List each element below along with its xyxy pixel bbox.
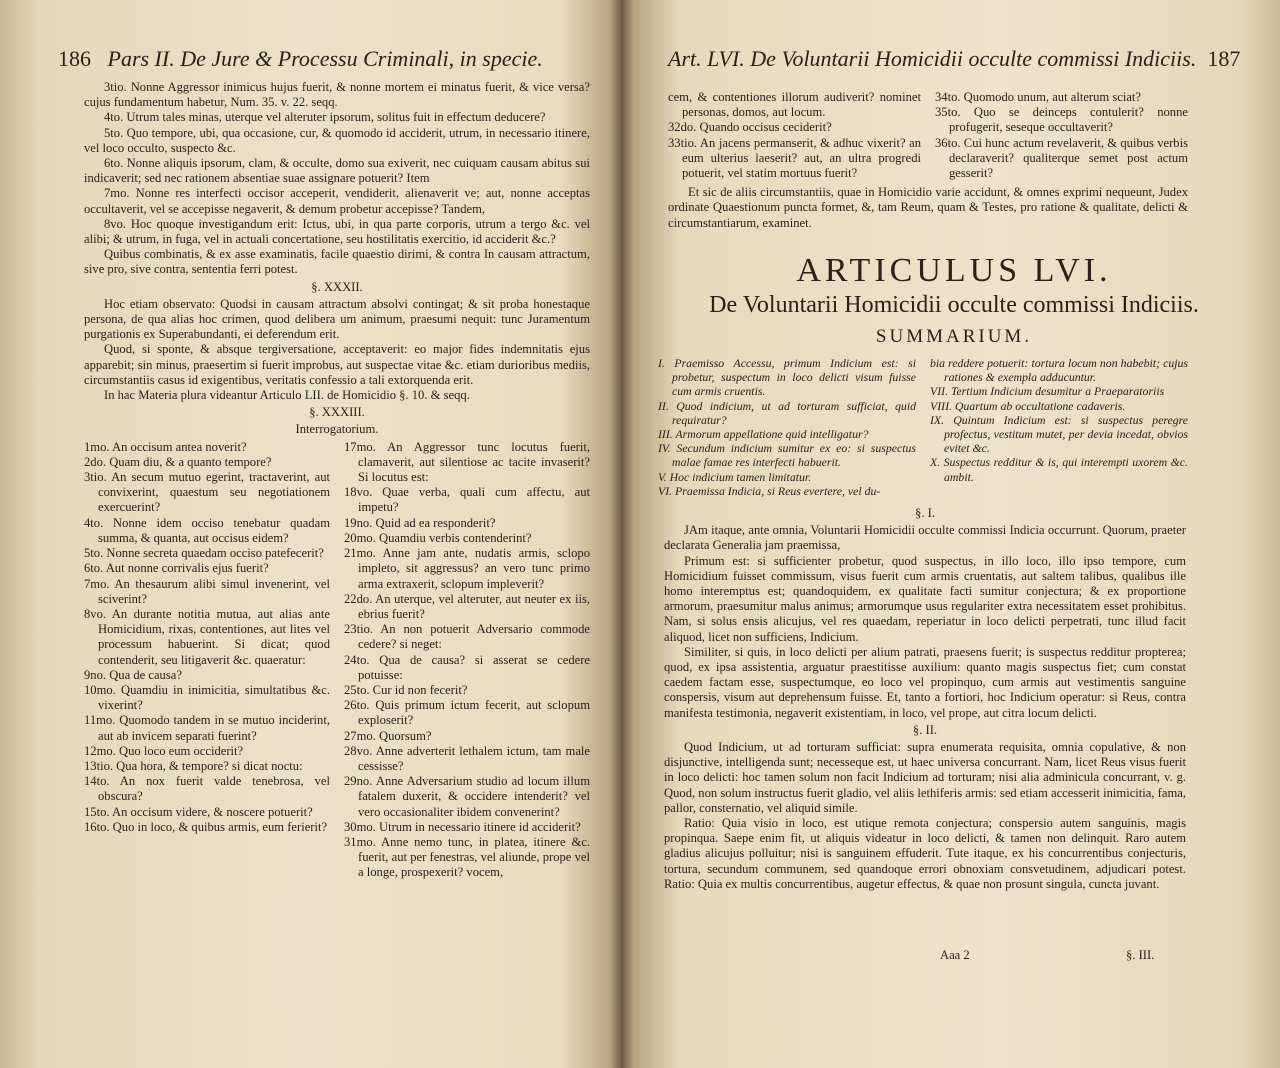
- interrogatory-continuation: [668, 90, 1188, 181]
- summary-title: SUMMARIUM.: [875, 326, 1033, 347]
- interrogatory-item: 16to. Quo in loco, & quibus armis, eum ferierit?: [84, 819, 328, 834]
- intro-paragraph: 6to. Nonne aliquis ipsorum, clam, & occulte, domo sua exiverit, nec cuiquam causam abitus sui indicaverit; sed nec rationem absentiae suae assignare potuerit? Item: [84, 156, 590, 186]
- summary-item: III. Armorum appellatione quid intelligatur?: [658, 427, 869, 442]
- summary-item: VIII. Quartum ab occultatione cadaveris.: [930, 398, 1126, 413]
- article-title: ARTICULUS LVI.: [796, 252, 1112, 289]
- interrogatory-item: 4to. Nonne idem occiso tenebatur quadam summa, & quanta, aut occisus eidem?: [84, 515, 330, 545]
- section-1-paragraph: JAm itaque, ante omnia, Voluntarii Homicidii occulte commissi Indicia occurrunt. Quorum, praeter declarata Generalia jam praemissa,: [664, 523, 1186, 553]
- interrogatory-item: 36to. Cui hunc actum revelaverit, & quibus verbis declaraverit? qualiterque semet post actum gesserit?: [935, 135, 1188, 181]
- interrogatory-item: 15to. An occisum videre, & noscere potuerit?: [84, 804, 313, 819]
- intro-paragraph: 4to. Utrum tales minas, uterque vel alteruter ipsorum, solitus fuit in effectum deducere?: [104, 110, 546, 125]
- section-1-paragraph: Primum est: si sufficienter probetur, quod suspectus, in illo loco, illo ipso tempore, cum Homicidium fuisset commissum, visus fuerit cum armis cruentatis, aut saltem talibus, qualibus ille homo interemptus est; quandoquidem, ex qualitate facti sumitur conjectura; & ex proportione armorum, praesumitur malus animus; armorumque usus regulariter extra necessitatem esset prohibitus. Nam, si solus ensis alicujus, vel res quaedam, reperiatur in loco delicti perpetrati, tunc illud facit aliquod, licet non sufficiens, Indicium.: [664, 553, 1186, 644]
- interrogatory-item: 7mo. An thesaurum alibi simul invenerint, vel sciverint?: [84, 576, 330, 606]
- closing-paragraph: Et sic de aliis circumstantiis, quae in Homicidio varie accidunt, & omnes exprimi nequeunt, Judex ordinate Quaestionum puncta formet, &, tam Reum, quam & Testes, pro ratione & qualitate, delicti & circumstantiarum, examinet.: [668, 185, 1188, 230]
- interrogatory-item: 9no. Qua de causa?: [84, 667, 182, 682]
- intro-paragraph: 7mo. Nonne res interfecti occisor acceperit, vendiderit, alienaverit ve; aut, nonne acceptas occultaverit, vel se accepisse negaverit, & demum probetur accepisse? Tandem,: [84, 186, 590, 216]
- interrogatory-item: 31mo. Anne nemo tunc, in platea, itinere &c. fuerit, aut per fenestras, vel aliunde, prope vel a longe, prospexerit? vocem,: [344, 834, 590, 880]
- section-32-paragraph: In hac Materia plura videantur Articulo LII. de Homicidio §. 10. & seqq.: [104, 388, 470, 403]
- interrogatory-item: 13tio. Qua hora, & tempore? si dicat noctu:: [84, 758, 303, 773]
- summary-item: IV. Secundum indicium sumitur ex eo: si suspectus malae famae res interfecti habuerit.: [658, 441, 916, 470]
- interrogatory-item: 1mo. An occisum antea noverit?: [84, 439, 247, 454]
- interrogatory-item: 20mo. Quamdiu verbis contenderint?: [344, 530, 532, 545]
- interrogatory-item: 11mo. Quomodo tandem in se mutuo inciderint, aut ab invicem separati fuerint?: [84, 713, 330, 743]
- right-running-head: [668, 46, 1240, 72]
- interrogatory-item: 22do. An uterque, vel alteruter, aut neuter ex iis, ebrius fuerit?: [344, 591, 590, 621]
- interrogatory-item: 26to. Quis primum ictum fecerit, aut sclopum exploserit?: [344, 698, 590, 728]
- summary-block: [658, 356, 1188, 498]
- interrogatory-item: 12mo. Quo loco eum occiderit?: [84, 743, 244, 758]
- interrogatory-item: 21mo. Anne jam ante, nudatis armis, sclopo impleto, sit aggressus? an vero tunc primo arma extraxerit, sclopum impleverit?: [344, 546, 590, 591]
- interrogatory-item: 6to. Aut nonne corrivalis ejus fuerit?: [84, 561, 269, 576]
- left-header-text: Pars II. De Jure & Processu Criminali, in specie.: [107, 46, 543, 71]
- section-1-title: §. I.: [915, 506, 935, 520]
- catchword: §. III.: [1126, 948, 1155, 962]
- page-number-right: 187: [1207, 46, 1241, 71]
- section-32-body: [84, 297, 590, 403]
- interrogatory-item: 29no. Anne Adversarium studio ad locum illum fatalem duxerit, & occidere intenderit? vel vero occasionaliter ibidem convenerint?: [344, 774, 590, 819]
- section-33-subtitle: Interrogatorium.: [295, 422, 379, 437]
- section-2-title: §. II.: [912, 722, 938, 737]
- section-32-paragraph: Hoc etiam observato: Quodsi in causam attractum absolvi contingat; & sit proba honestaque persona, de qua alias hoc crimen, quod delibera um animum, praesumi nequit: tunc Juramentum purgationis ex Superabundanti, ei deferendum erit.: [84, 296, 590, 342]
- left-page: [0, 0, 615, 1068]
- interrogatory-item: 17mo. An Aggressor tunc locutus fuerit, clamaverit, aut silentiose ac tacite invaserit? Si locutus est:: [344, 439, 590, 485]
- summary-item: I. Praemisso Accessu, primum Indicium est: si probetur, suspectum in loco delicti visum fuisse cum armis cruentis.: [658, 356, 916, 399]
- summary-col-2: [930, 356, 1188, 498]
- interrogatory-item: 14to. An nox fuerit valde tenebrosa, vel obscura?: [84, 774, 330, 804]
- summary-item: bia reddere potuerit: tortura locum non habebit; cujus rationes & exempla adducuntur.: [930, 356, 1188, 385]
- interrogatory-col-2: [344, 440, 590, 881]
- interrogatory-item: 27mo. Quorsum?: [344, 728, 432, 743]
- right-page: [628, 0, 1280, 1068]
- section-32-paragraph: Quod, si sponte, & absque tergiversatione, acceptaverit: eo major fides indemnitatis ejus apparebit; sin minus, praesertim si fuerit improbus, aut suspectae vitae &c. etiam durioribus mediis, circumstantiis casus id exigentibus, veritatis confessio a tali extorquenda erit.: [84, 342, 590, 387]
- interrogatory-col-3: [668, 90, 921, 181]
- interrogatory-item: 35to. Quo se deinceps contulerit? nonne profugerit, seseque occultaverit?: [935, 105, 1188, 135]
- intro-paragraph: 8vo. Hoc quoque investigandum erit: Ictus, ubi, in qua parte corporis, utrum a tergo &c. vel alibi; & utrum, in fuga, vel in actuali concertatione, seu hostilitatis exercitio, id acciderit &c.?: [84, 216, 590, 247]
- interrogatory-item: 3tio. An secum mutuo egerint, tractaverint, aut convixerint, quaestum seu negotiationem exercuerint?: [84, 470, 330, 515]
- article-subtitle: De Voluntarii Homicidii occulte commissi Indiciis.: [709, 292, 1199, 318]
- section-1-paragraph: Similiter, si quis, in loco delicti per alium patrati, praesens fuerit; is suspectus redditur propterea; quod, ex ipsa assistentia, arguatur praestitisse auxilium: quanto magis suspectus fiet; cum constat caedem factam esse, suspectumque, eo loco vel propinquo, cum armis aut vestimentis sanguine conspersis, visum aut deprehensum fuisse. Et, tanto a fortiori, hoc Indicium operatur: si Reus, contra manifesta testimonia, negaverit existentiam, in loco, vel prope, aut citra locum delicti.: [664, 644, 1186, 720]
- intro-paragraph: 3tio. Nonne Aggressor inimicus hujus fuerit, & nonne mortem ei minatus fuerit, & vice versa? cujus fundamentum habetur, Num. 35. v. 22. seqq.: [84, 80, 590, 110]
- left-body: [84, 80, 590, 881]
- summary-item: V. Hoc indicium tamen limitatur.: [658, 469, 812, 484]
- interrogatory-item: 18vo. Quae verba, quali cum affectu, aut impetu?: [344, 485, 590, 515]
- right-header-text: Art. LVI. De Voluntarii Homicidii occulte commissi Indiciis.: [668, 46, 1197, 71]
- summary-item: VI. Praemissa Indicia, si Reus evertere, vel du-: [658, 483, 881, 498]
- interrogatory-item: 33tio. An jacens permanserit, & adhuc vixerit? an eum ulterius laeserit? aut, an ultra progredi potuerit, vel statim mortuus fuerit?: [668, 135, 921, 181]
- section-32-title: §. XXXII.: [311, 279, 363, 294]
- summary-item: X. Suspectus redditur & is, qui interempti uxorem &c. ambit.: [930, 455, 1188, 484]
- section-2-body: [664, 740, 1186, 892]
- interrogatory-item: 24to. Qua de causa? si asserat se cedere potuisse:: [344, 652, 590, 682]
- summary-item: VII. Tertium Indicium desumitur a Praeparatoriis: [930, 384, 1165, 399]
- interrogatory-item: 23tio. An non potuerit Adversario commode cedere? si neget:: [344, 622, 590, 652]
- interrogatory-item: 32do. Quando occisus ceciderit?: [668, 120, 832, 135]
- interrogatory-item: 28vo. Anne adverterit lethalem ictum, tam male cessisse?: [344, 743, 590, 773]
- section-33-title: §. XXXIII.: [309, 405, 365, 420]
- summary-item: IX. Quintum Indicium est: si suspectus peregre profectus, vestitum mutet, per devia incedat, obvios evitet &c.: [930, 412, 1188, 456]
- right-main-body: [664, 504, 1186, 892]
- interrogatory-item: 19no. Quid ad ea responderit?: [344, 515, 496, 530]
- intro-paragraph: Quibus combinatis, & ex asse examinatis, facile quaestio dirimi, & contra In causam attractum, sive pro, sive contra, sententia ferri potest.: [84, 247, 590, 277]
- summary-item: II. Quod indicium, ut ad torturam sufficiat, quid requiratur?: [658, 398, 916, 427]
- interrogatory-col-4: [935, 90, 1188, 181]
- interrogatory-item: 5to. Nonne secreta quaedam occiso patefecerit?: [84, 546, 324, 561]
- summary-col-1: [658, 356, 916, 498]
- page-number-left: 186: [58, 46, 91, 71]
- interrogatory-item: 34to. Quomodo unum, aut alterum sciat?: [935, 90, 1142, 104]
- section-2-paragraph: Ratio: Quia visio in loco, est utique remota conjectura; conspersio autem sanguinis, magis propinqua. Saepe enim fit, ut aliquis videatur in loco delicti, & tamen non delinquit. Raro autem gladius alicujus polluitur; nisi is sanguinem effuderit. Tute itaque, ex his concurrentibus conjecturis, tortura, secundum communem, sed quandoque errori obnoxiam consvetudinem, adjudicari potest. Ratio: Quia ex multis concurrentibus, augetur effectus, & quae non prosunt singula, cuncta juvant.: [664, 816, 1186, 891]
- interrogatory-item: cem, & contentiones illorum audiverit? nominet personas, domos, aut locum.: [668, 90, 921, 120]
- left-running-head: [58, 46, 543, 72]
- interrogatory-col-1: [84, 440, 330, 881]
- intro-paragraph: 5to. Quo tempore, ubi, qua occasione, cur, & quomodo id acciderit, utrum, in necessario itinere, vel loco occulto, suspecto &c.: [84, 125, 590, 155]
- interrogatory-item: 2do. Quam diu, & a quanto tempore?: [84, 454, 272, 469]
- interrogatory-item: 30mo. Utrum in necessario itinere id acciderit?: [344, 819, 581, 834]
- signature-mark: Aaa 2: [940, 948, 970, 962]
- section-2-paragraph: Quod Indicium, ut ad torturam sufficiat: supra enumerata requisita, omnia copulative, & non disjunctive, intelligenda sunt; necesseque est, ut haec universa concurrant. Nam, licet Reus visus fuerit in loco delicti: hoc tamen solum non facit Indicium ad torturam; nisi alia adminicula concurrant, v. g. Quod, non solum instructus fuerit gladio, vel aliis lethiferis armis: sed etiam accesserit inimicitia, fama, pallor, consternatio, vel aliquid simile.: [664, 740, 1186, 815]
- section-1-body: [664, 523, 1186, 721]
- interrogatory-item: 25to. Cur id non fecerit?: [344, 682, 468, 697]
- right-top-body: [668, 90, 1188, 231]
- left-intro-block: [84, 80, 590, 278]
- interrogatory-columns: [84, 440, 590, 881]
- interrogatory-item: 10mo. Quamdiu in inimicitia, simultatibus &c. vixerint?: [84, 682, 330, 713]
- interrogatory-item: 8vo. An durante notitia mutua, aut alias ante Homicidium, rixas, contentiones, aut lites vel processum habuerint. Si dicat; quod contenderit, seu litigaverit &c. quaeratur:: [84, 606, 330, 667]
